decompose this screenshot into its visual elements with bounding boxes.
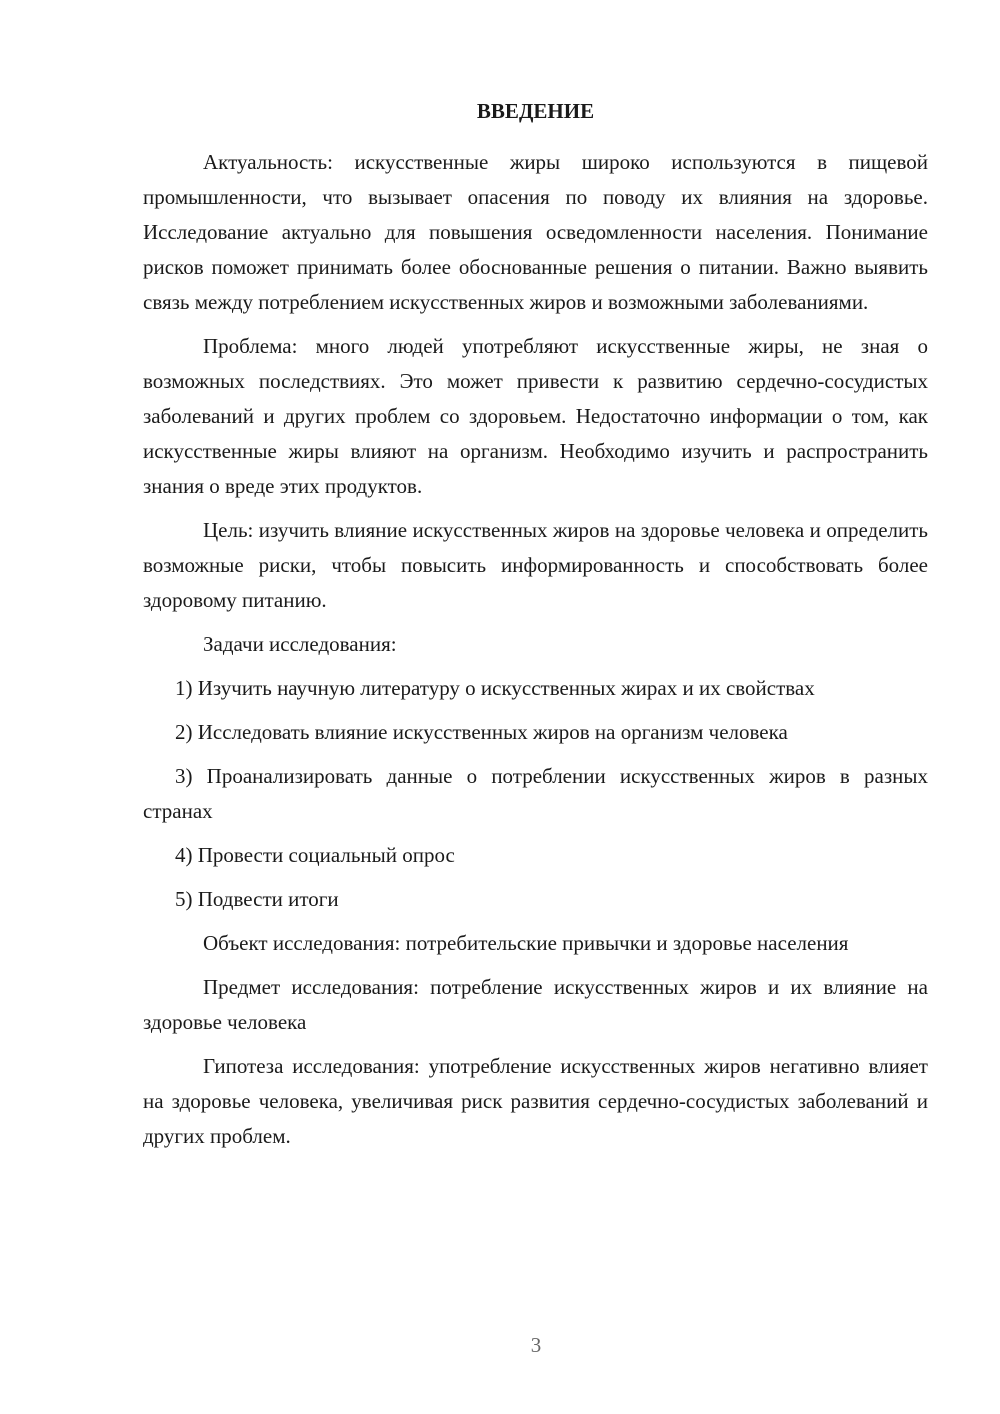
paragraph-goal: Цель: изучить влияние искусственных жиров на здоровье человека и определить возможные риски, чтобы повысить информированность и способствовать более здоровому питанию. [143, 518, 928, 612]
list-item: 4) Провести социальный опрос [175, 843, 455, 867]
paragraph-object: Объект исследования: потребительские привычки и здоровье населения [203, 931, 849, 955]
paragraph-subject: Предмет исследования: потребление искусственных жиров и их влияние на здоровье человека [143, 975, 928, 1034]
tasks-heading: Задачи исследования: [203, 632, 397, 656]
page-number: 3 [530, 1333, 542, 1357]
paragraph-hypothesis: Гипотеза исследования: употребление искусственных жиров негативно влияет на здоровье человека, увеличивая риск развития сердечно-сосудистых заболеваний и других проблем. [143, 1054, 928, 1148]
list-item: 3) Проанализировать данные о потреблении искусственных жиров в разных странах [143, 764, 928, 823]
paragraph-problem: Проблема: много людей употребляют искусственные жиры, не зная о возможных последствиях. Это может привести к развитию сердечно-сосудистых заболеваний и других проблем со здоровьем. Недостаточно информации о том, как искусственные жиры влияют на организм. Необходимо изучить и распространить знания о вреде этих продуктов. [143, 334, 928, 498]
paragraph-relevance: Актуальность: искусственные жиры широко используются в пищевой промышленности, что вызывает опасения по поводу их влияния на здоровье. Исследование актуально для повышения осведомленности населения. Понимание рисков поможет принимать более обоснованные решения о питании. Важно выявить связь между потреблением искусственных жиров и возможными заболеваниями. [143, 150, 928, 314]
document-page [143, 94, 928, 1163]
list-item: 1) Изучить научную литературу о искусственных жирах и их свойствах [175, 676, 815, 700]
tasks-list [143, 671, 928, 917]
list-item: 5) Подвести итоги [175, 887, 339, 911]
section-title: ВВЕДЕНИЕ [476, 99, 595, 123]
list-item: 2) Исследовать влияние искусственных жиров на организм человека [175, 720, 788, 744]
